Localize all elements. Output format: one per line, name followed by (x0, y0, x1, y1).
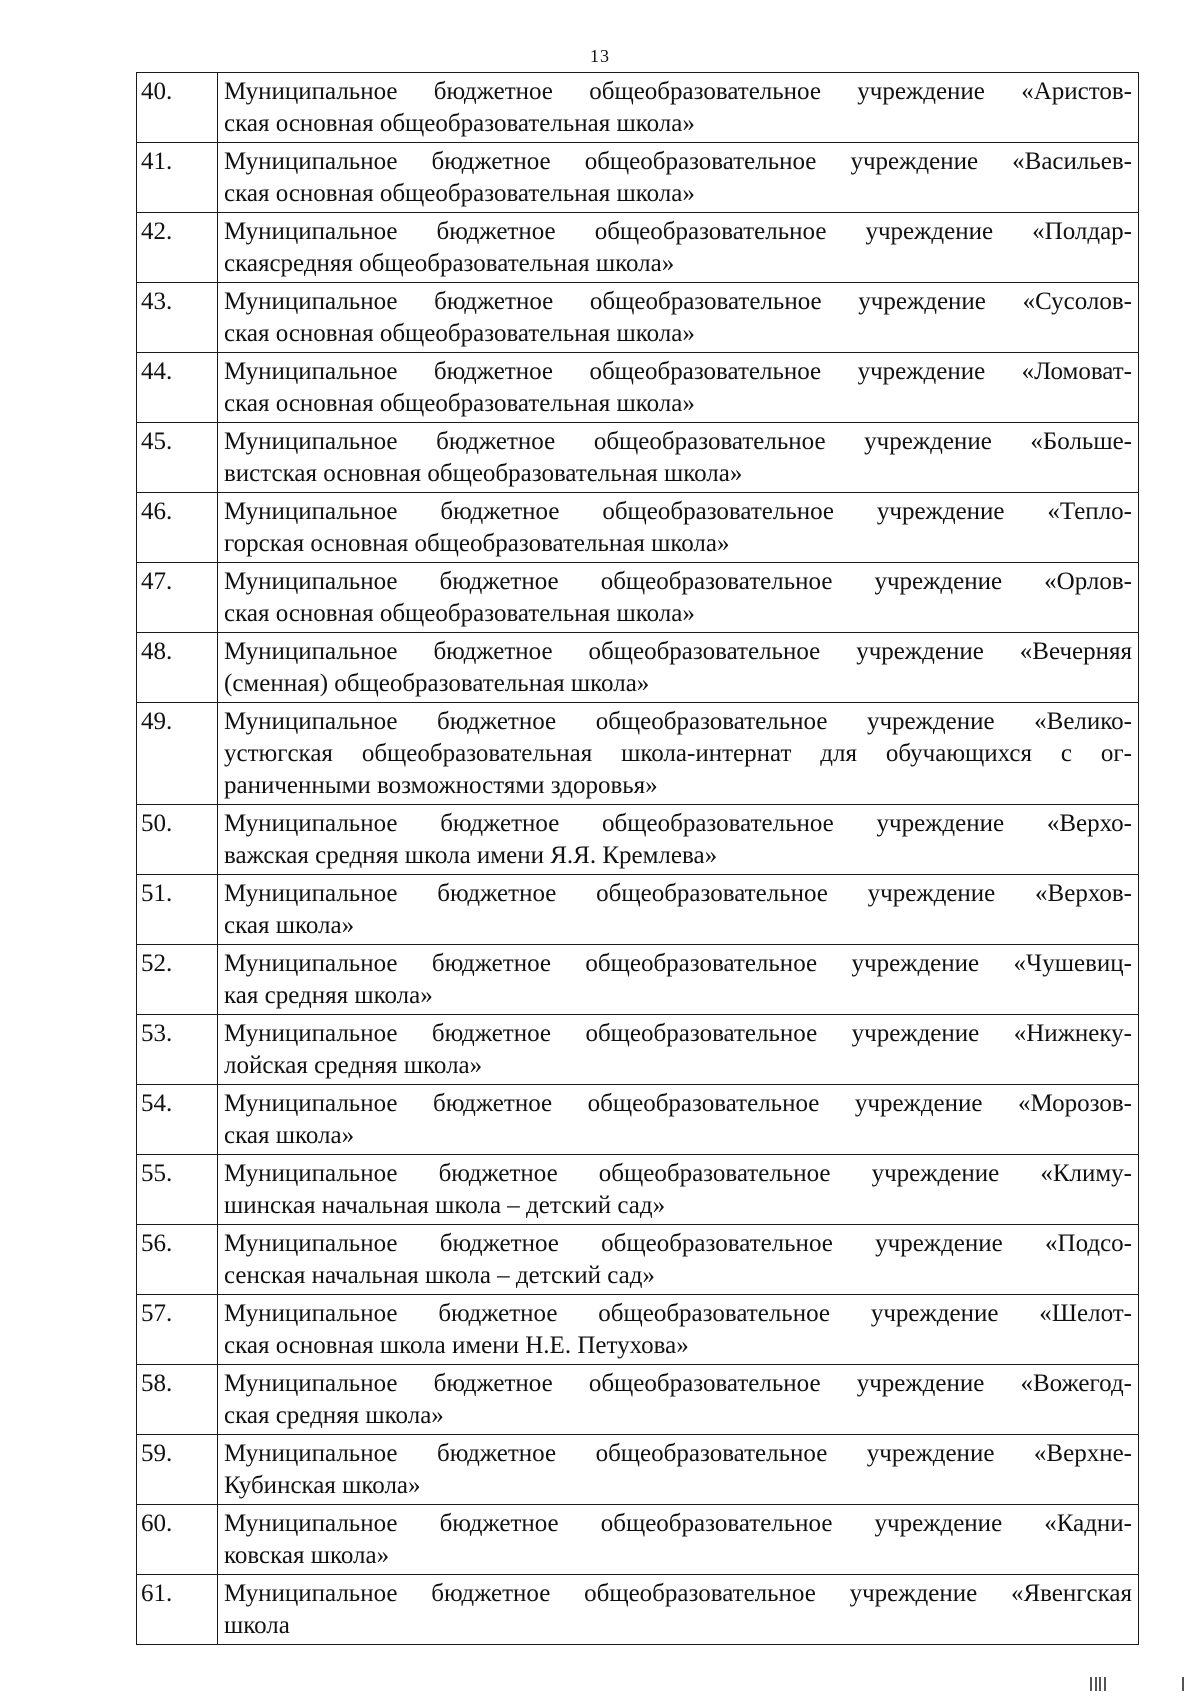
institution-name-line: школа (224, 1612, 290, 1639)
institution-name-line: скаясредняя общеобразовательная школа» (224, 250, 675, 277)
row-number: 43. (137, 283, 218, 353)
table-row (137, 703, 1139, 805)
institution-name-line: Муниципальное бюджетное общеобразовательное учреждение «Вечерняя (224, 638, 1132, 665)
institution-name (218, 213, 1139, 283)
institution-name (218, 945, 1139, 1015)
table-row (137, 73, 1139, 143)
institution-name (218, 563, 1139, 633)
row-number: 60. (137, 1505, 218, 1575)
table-row (137, 213, 1139, 283)
institution-name (218, 1505, 1139, 1575)
table-row (137, 423, 1139, 493)
row-number: 59. (137, 1435, 218, 1505)
institution-name-line: ская основная общеобразовательная школа» (224, 110, 695, 137)
institution-name (218, 283, 1139, 353)
table-row (137, 1435, 1139, 1505)
table-row (137, 563, 1139, 633)
row-number: 45. (137, 423, 218, 493)
institution-name-line: Муниципальное бюджетное общеобразовательное учреждение «Верхне- (224, 1440, 1132, 1467)
institution-name (218, 875, 1139, 945)
table-row (137, 1015, 1139, 1085)
table-row (137, 143, 1139, 213)
row-number: 50. (137, 805, 218, 875)
institution-name-line: Муниципальное бюджетное общеобразовательное учреждение «Шелот- (224, 1300, 1132, 1327)
table-row (137, 875, 1139, 945)
institution-name-line: Муниципальное бюджетное общеобразовательное учреждение «Больше- (224, 428, 1132, 455)
institution-name (218, 493, 1139, 563)
institution-name-line: Кубинская школа» (224, 1472, 421, 1499)
institution-name-line: (сменная) общеобразовательная школа» (224, 670, 650, 697)
institution-name-line: ская основная общеобразовательная школа» (224, 320, 695, 347)
institution-name-line: ская основная общеобразовательная школа» (224, 180, 695, 207)
institution-name-line: шинская начальная школа – детский сад» (224, 1192, 666, 1219)
row-number: 57. (137, 1295, 218, 1365)
institution-name (218, 143, 1139, 213)
table-row (137, 1085, 1139, 1155)
institution-name-line: Муниципальное бюджетное общеобразовательное учреждение «Морозов- (224, 1090, 1132, 1117)
institution-name-line: Муниципальное бюджетное общеобразовательное учреждение «Верхо- (224, 810, 1132, 837)
institutions-table (136, 72, 1139, 1645)
institution-name-line: горская основная общеобразовательная школа» (224, 530, 730, 557)
institution-name-line: кая средняя школа» (224, 982, 433, 1009)
row-number: 53. (137, 1015, 218, 1085)
institution-name-line: раниченными возможностями здоровья» (224, 772, 658, 799)
table-row (137, 493, 1139, 563)
table-row (137, 283, 1139, 353)
institution-name-line: устюгская общеобразовательная школа-интернат для обучающихся с ог- (224, 740, 1132, 767)
table-row (137, 1225, 1139, 1295)
institution-name (218, 1435, 1139, 1505)
institution-name-line: Муниципальное бюджетное общеобразовательное учреждение «Чушевиц- (224, 950, 1132, 977)
row-number: 54. (137, 1085, 218, 1155)
row-number: 47. (137, 563, 218, 633)
row-number: 51. (137, 875, 218, 945)
table-row (137, 633, 1139, 703)
row-number: 55. (137, 1155, 218, 1225)
institution-name-line: Муниципальное бюджетное общеобразовательное учреждение «Тепло- (224, 498, 1132, 525)
institution-name-line: ская основная школа имени Н.Е. Петухова» (224, 1332, 689, 1359)
institution-name-line: Муниципальное бюджетное общеобразовательное учреждение «Верхов- (224, 880, 1132, 907)
row-number: 48. (137, 633, 218, 703)
institution-name-line: вистская основная общеобразовательная школа» (224, 460, 743, 487)
table-row (137, 1575, 1139, 1645)
row-number: 61. (137, 1575, 218, 1645)
institution-name-line: Муниципальное бюджетное общеобразовательное учреждение «Полдар- (224, 218, 1132, 245)
institution-name-line: ская средняя школа» (224, 1402, 444, 1429)
institution-name-line: ковская школа» (224, 1542, 390, 1569)
institution-name-line: важская средняя школа имени Я.Я. Кремлева» (224, 842, 718, 869)
table-row (137, 1295, 1139, 1365)
institution-name-line: Муниципальное бюджетное общеобразовательное учреждение «Подсо- (224, 1230, 1132, 1257)
institution-name (218, 73, 1139, 143)
scan-edge-marks (1090, 1677, 1190, 1693)
institution-name (218, 703, 1139, 805)
row-number: 52. (137, 945, 218, 1015)
table-row (137, 353, 1139, 423)
institution-name-line: ская основная общеобразовательная школа» (224, 390, 695, 417)
institution-name (218, 1085, 1139, 1155)
institution-name (218, 423, 1139, 493)
institution-name (218, 805, 1139, 875)
institution-name (218, 1015, 1139, 1085)
row-number: 41. (137, 143, 218, 213)
institution-name-line: ская школа» (224, 1122, 355, 1149)
table-row (137, 1365, 1139, 1435)
row-number: 42. (137, 213, 218, 283)
institution-name-line: Муниципальное бюджетное общеобразовательное учреждение «Вожегод- (224, 1370, 1132, 1397)
table-row (137, 805, 1139, 875)
row-number: 40. (137, 73, 218, 143)
institution-name-line: ская основная общеобразовательная школа» (224, 600, 695, 627)
institution-name-line: Муниципальное бюджетное общеобразовательное учреждение «Нижнеку- (224, 1020, 1132, 1047)
institution-name-line: Муниципальное бюджетное общеобразовательное учреждение «Ломоват- (224, 358, 1132, 385)
table-body (137, 73, 1139, 1645)
page-number: 13 (590, 46, 610, 66)
institution-name-line: лойская средняя школа» (224, 1052, 483, 1079)
table-row (137, 1505, 1139, 1575)
institution-name (218, 1225, 1139, 1295)
institution-name-line: Муниципальное бюджетное общеобразовательное учреждение «Велико- (224, 708, 1132, 735)
institution-name (218, 633, 1139, 703)
row-number: 44. (137, 353, 218, 423)
institution-name-line: ская школа» (224, 912, 355, 939)
institution-name-line: сенская начальная школа – детский сад» (224, 1262, 655, 1289)
institution-name (218, 1365, 1139, 1435)
institution-name-line: Муниципальное бюджетное общеобразовательное учреждение «Васильев- (224, 148, 1132, 175)
institution-name-line: Муниципальное бюджетное общеобразовательное учреждение «Кадни- (224, 1510, 1132, 1537)
institution-name (218, 353, 1139, 423)
row-number: 46. (137, 493, 218, 563)
institution-name-line: Муниципальное бюджетное общеобразовательное учреждение «Климу- (224, 1160, 1132, 1187)
table-row (137, 1155, 1139, 1225)
institution-name (218, 1155, 1139, 1225)
institution-name (218, 1295, 1139, 1365)
institution-name-line: Муниципальное бюджетное общеобразовательное учреждение «Сусолов- (224, 288, 1132, 315)
row-number: 49. (137, 703, 218, 805)
institution-name-line: Муниципальное бюджетное общеобразовательное учреждение «Явенгская (224, 1580, 1132, 1607)
row-number: 58. (137, 1365, 218, 1435)
institution-name-line: Муниципальное бюджетное общеобразовательное учреждение «Орлов- (224, 568, 1132, 595)
institution-name (218, 1575, 1139, 1645)
institution-name-line: Муниципальное бюджетное общеобразовательное учреждение «Аристов- (224, 78, 1132, 105)
row-number: 56. (137, 1225, 218, 1295)
table-row (137, 945, 1139, 1015)
